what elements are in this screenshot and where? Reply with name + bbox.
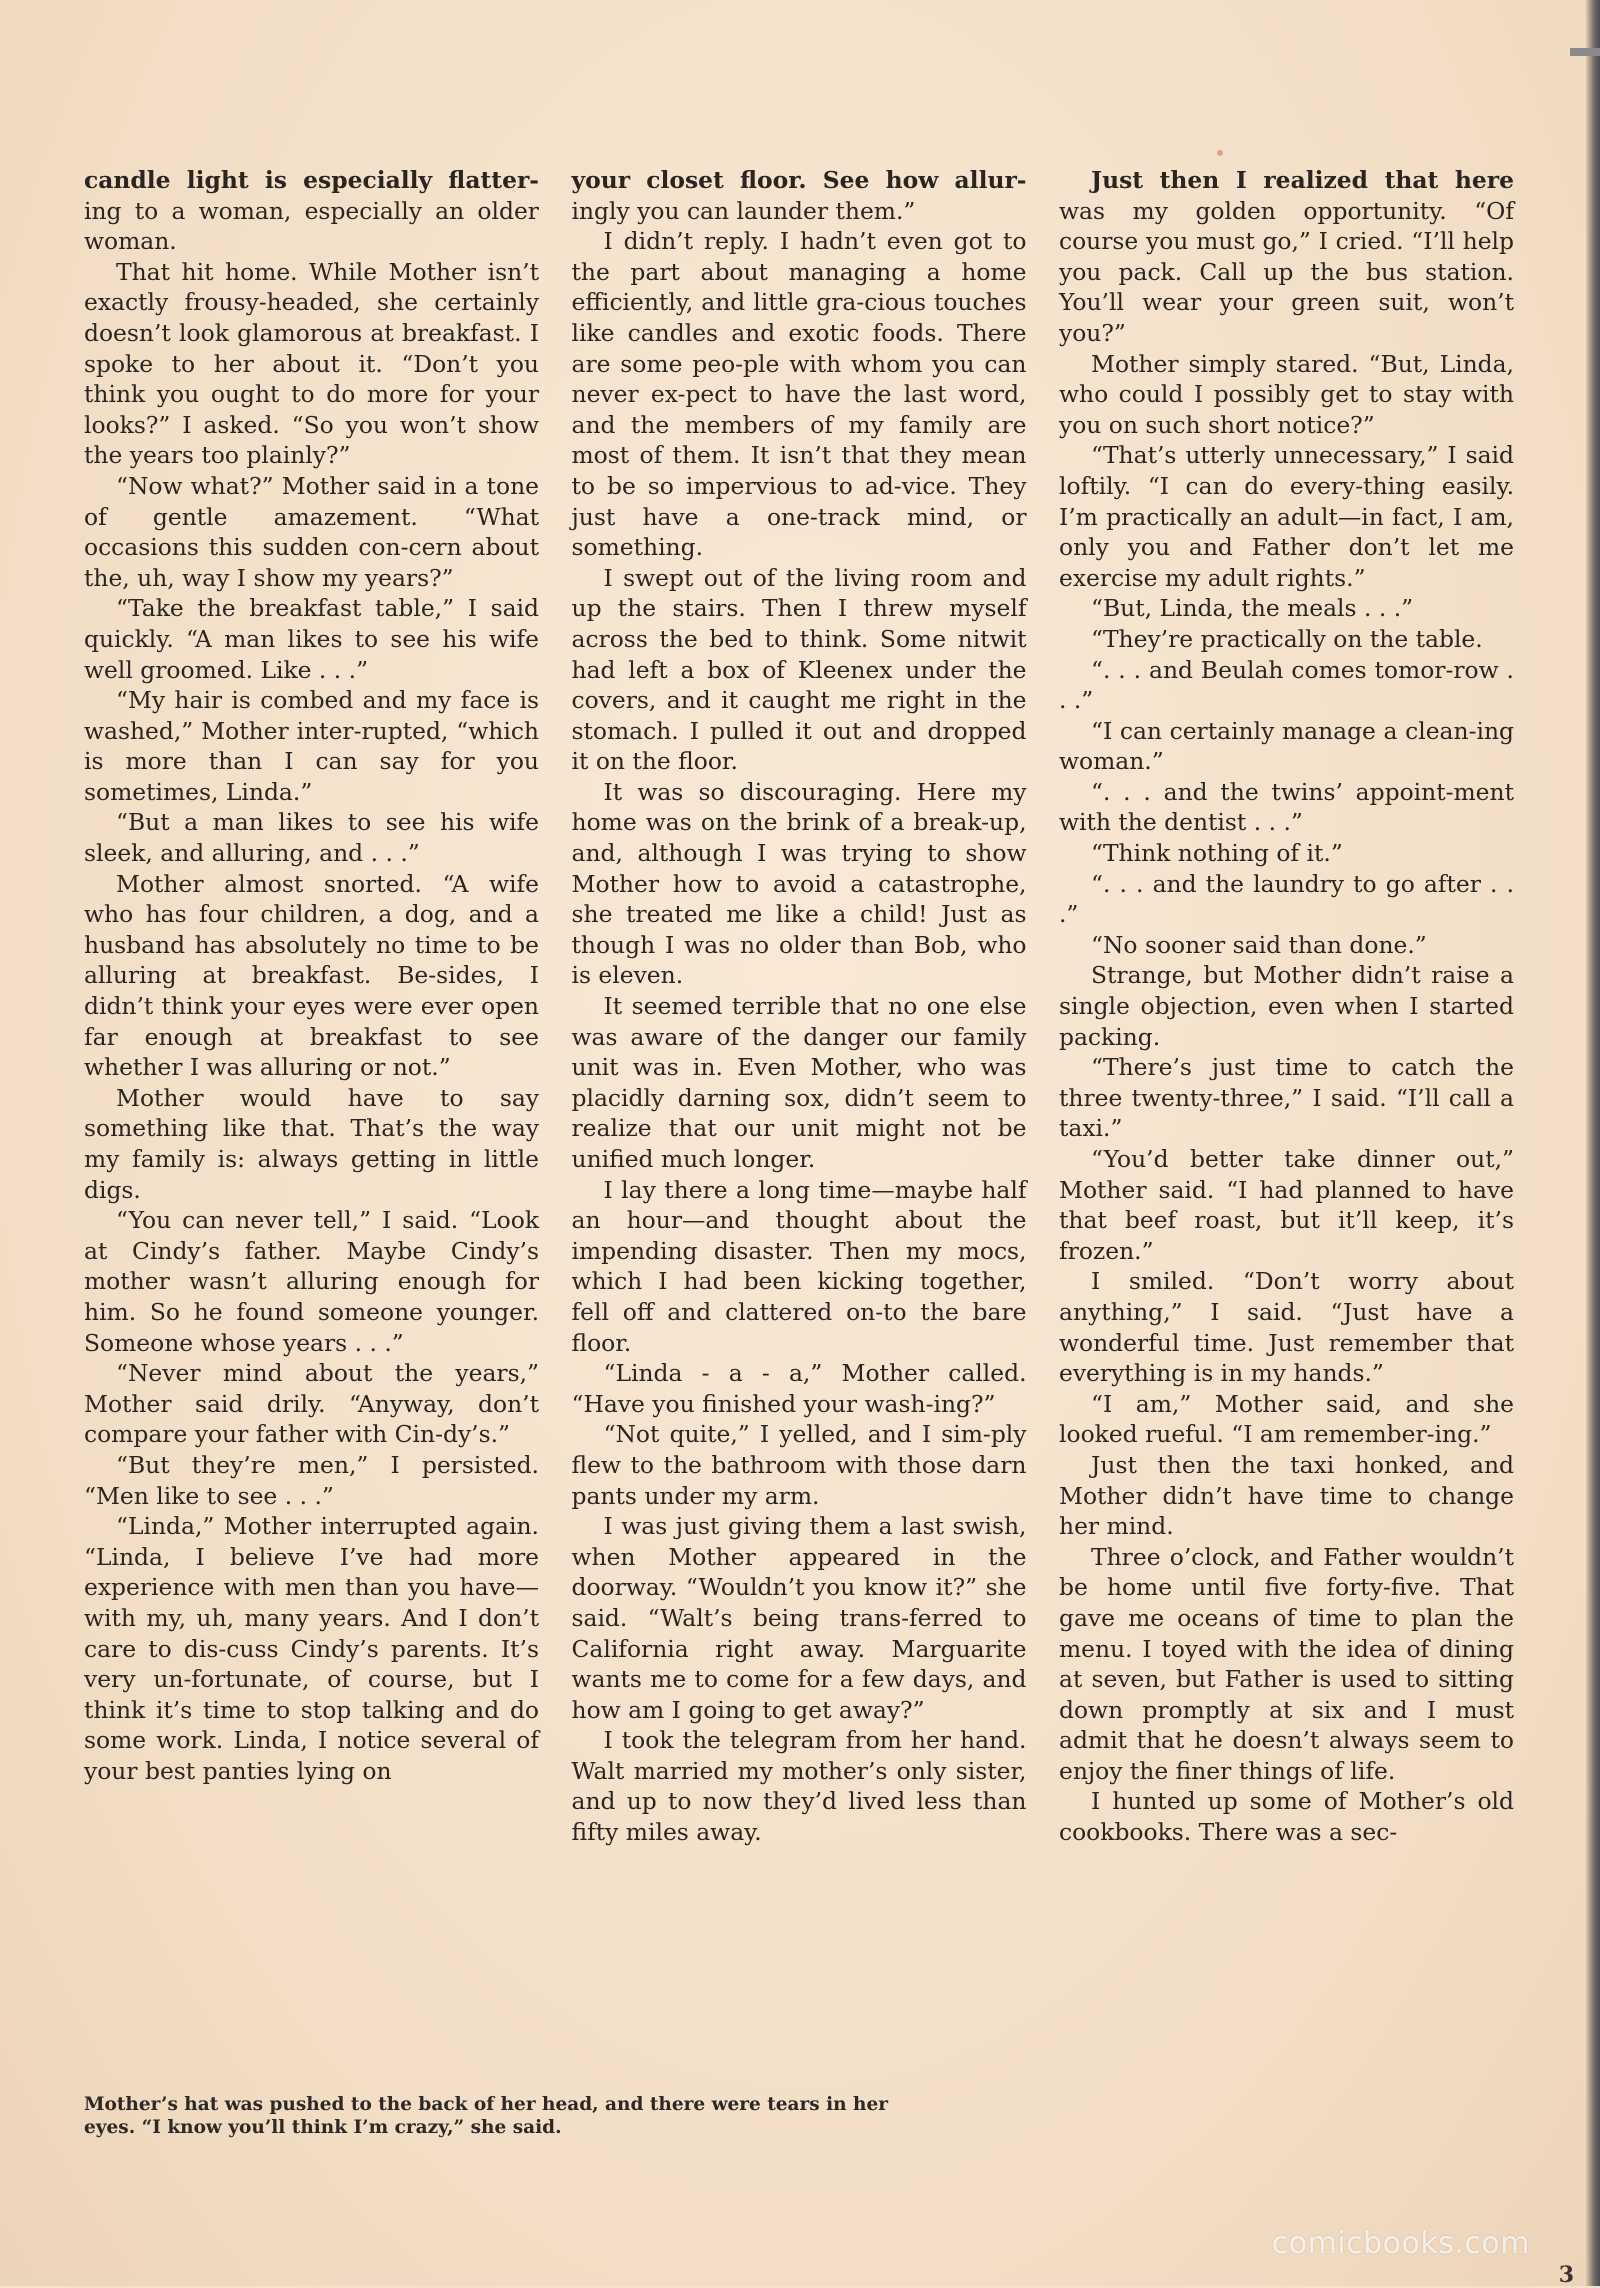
paragraph: That hit home. While Mother isn’t exactly frousy-headed, she certainly doesn’t look glamorous at breakfast. I spoke to her about it. “Don’t you think you ought to do more for your looks?” I asked. “So you won’t show the years too plainly?” — [84, 257, 539, 470]
paragraph: “That’s utterly unnecessary,” I said loftily. “I can do every-thing easily. I’m practically an adult—in fact, I am, only you and Father don’t let me exercise my adult rights.” — [1059, 441, 1514, 592]
paragraph: “Think nothing of it.” — [1091, 839, 1343, 868]
paragraph: Strange, but Mother didn’t raise a single objection, even when I started packing. — [1059, 961, 1514, 1051]
paragraph: “Take the breakfast table,” I said quickly. “A man likes to see his wife well groomed. Like . . .” — [84, 594, 539, 684]
paragraph: “But they’re men,” I persisted. “Men like to see . . .” — [84, 1450, 539, 1510]
paragraph: Mother simply stared. “But, Linda, who could I possibly get to stay with you on such short notice?” — [1059, 349, 1514, 439]
paragraph: “Not quite,” I yelled, and I sim-ply flew to the bathroom with those darn pants under my arm. — [571, 1420, 1027, 1510]
paragraph: I hunted up some of Mother’s old cookbooks. There was a sec- — [1059, 1787, 1514, 1847]
bold-lead-text: candle light is especially flatter- — [84, 166, 539, 194]
paragraph: I didn’t reply. I hadn’t even got to the part about managing a home efficiently, and little gra-cious touches like candles and exotic foods. There are some peo-ple with whom you can never ex-pect to have the last word, and the members of my family are most of them. It isn’t that they mean to be so impervious to ad-vice. They just have a one-track mind, or something. — [571, 227, 1027, 562]
paragraph: I lay there a long time—maybe half an hour—and thought about the impending disaster. Then my mocs, which I had been kicking together, fell off and clattered on-to the bare floor. — [571, 1175, 1027, 1357]
paragraph: “Never mind about the years,” Mother said drily. “Anyway, don’t compare your father with Cin-dy’s.” — [84, 1359, 539, 1449]
bold-lead-text: Just then I realized that here — [1091, 166, 1514, 194]
paragraph: “. . . and the twins’ appoint-ment with the dentist . . .” — [1059, 777, 1514, 837]
paragraph: “No sooner said than done.” — [1091, 930, 1427, 959]
paragraph: “Linda - a - a,” Mother called. “Have you finished your wash-ing?” — [571, 1359, 1027, 1418]
ink-speck — [1217, 150, 1223, 156]
paragraph: “You can never tell,” I said. “Look at Cindy’s father. Maybe Cindy’s mother wasn’t alluring enough for him. So he found someone younger. Someone whose years . . .” — [84, 1206, 539, 1357]
paragraph: “. . . and Beulah comes tomor-row . . .” — [1059, 655, 1514, 715]
illustration-caption: Mother’s hat was pushed to the back of her head, and there were tears in her eyes. “I know you’ll think I’m crazy,” she said. — [84, 2094, 889, 2138]
paragraph: “My hair is combed and my face is washed,” Mother inter-rupted, “which is more than I can say for you sometimes, Linda.” — [84, 686, 539, 806]
paragraph: “I can certainly manage a clean-ing woman.” — [1059, 716, 1514, 776]
column-3 — [1059, 165, 1514, 1848]
paragraph: candle light is especially flatter-ing to a woman, especially an older woman. — [84, 166, 539, 256]
text-columns — [84, 165, 1514, 1848]
page-number: 3 — [1558, 2262, 1574, 2288]
paragraph: “I am,” Mother said, and she looked rueful. “I am remember-ing.” — [1059, 1389, 1514, 1449]
column-1 — [84, 165, 539, 1848]
paragraph: “But, Linda, the meals . . .” — [1091, 594, 1414, 623]
paragraph: Mother almost snorted. “A wife who has four children, a dog, and a husband has absolutely no time to be alluring at breakfast. Be-sides, I didn’t think your eyes were ever open far enough at breakfast to see whether I was alluring or not.” — [84, 869, 539, 1082]
paragraph: your closet floor. See how allur-ingly you can launder them.” — [571, 166, 1027, 225]
watermark: comicbooks.com — [1271, 2226, 1530, 2261]
paragraph: It seemed terrible that no one else was aware of the danger our family unit was in. Even Mother, who was placidly darning sox, didn’t seem to realize that our unit might not be unified much longer. — [571, 992, 1027, 1173]
paragraph: “You’d better take dinner out,” Mother said. “I had planned to have that beef roast, but it’ll keep, it’s frozen.” — [1059, 1145, 1514, 1265]
paragraph: Just then I realized that here was my golden opportunity. “Of course you must go,” I cried. “I’ll help you pack. Call up the bus station. You’ll wear your green suit, won’t you?” — [1059, 166, 1514, 347]
paragraph: “They’re practically on the table. — [1091, 624, 1483, 653]
paragraph: “But a man likes to see his wife sleek, and alluring, and . . .” — [84, 808, 539, 868]
paragraph: Just then the taxi honked, and Mother didn’t have time to change her mind. — [1059, 1450, 1514, 1541]
paragraph: I swept out of the living room and up the stairs. Then I threw myself across the bed to think. Some nitwit had left a box of Kleenex under the covers, and it caught me right in the stomach. I pulled it out and dropped it on the floor. — [571, 563, 1027, 776]
paragraph: It was so discouraging. Here my home was on the brink of a break-up, and, although I was trying to show Mother how to avoid a catastrophe, she treated me like a child! Just as though I was no older than Bob, who is eleven. — [571, 777, 1027, 990]
bold-lead-text: your closet floor. See how allur- — [571, 166, 1027, 194]
page-edge-shadow — [1586, 0, 1600, 2286]
paragraph: Mother would have to say something like that. That’s the way my family is: always getting in little digs. — [84, 1083, 539, 1204]
paragraph: I smiled. “Don’t worry about anything,” I said. “Just have a wonderful time. Just remember that everything is in my hands.” — [1059, 1267, 1514, 1388]
paragraph: “. . . and the laundry to go after . . .” — [1059, 869, 1514, 929]
paragraph: “Now what?” Mother said in a tone of gentle amazement. “What occasions this sudden con-cern about the, uh, way I show my years?” — [84, 471, 539, 592]
paragraph: “Linda,” Mother interrupted again. “Linda, I believe I’ve had more experience with men than you have—with my, uh, many years. And I don’t care to dis-cuss Cindy’s parents. It’s very un-fortunate, of course, but I think it’s time to stop talking and do some work. Linda, I notice several of your best panties lying on — [84, 1512, 539, 1785]
paragraph: I took the telegram from her hand. Walt married my mother’s only sister, and up to now they’d lived less than fifty miles away. — [571, 1726, 1027, 1847]
edge-mark — [1570, 48, 1600, 56]
column-2 — [572, 165, 1027, 1848]
paragraph: I was just giving them a last swish, when Mother appeared in the doorway. “Wouldn’t you know it?” she said. “Walt’s being trans-ferred to California right away. Marguarite wants me to come for a few days, and how am I going to get away?” — [571, 1512, 1027, 1724]
paragraph: “There’s just time to catch the three twenty-three,” I said. “I’ll call a taxi.” — [1059, 1053, 1514, 1143]
paragraph: Three o’clock, and Father wouldn’t be home until five forty-five. That gave me oceans of time to plan the menu. I toyed with the idea of dining at seven, but Father is used to sitting down promptly at six and I must admit that he doesn’t always seem to enjoy the finer things of life. — [1059, 1542, 1514, 1785]
